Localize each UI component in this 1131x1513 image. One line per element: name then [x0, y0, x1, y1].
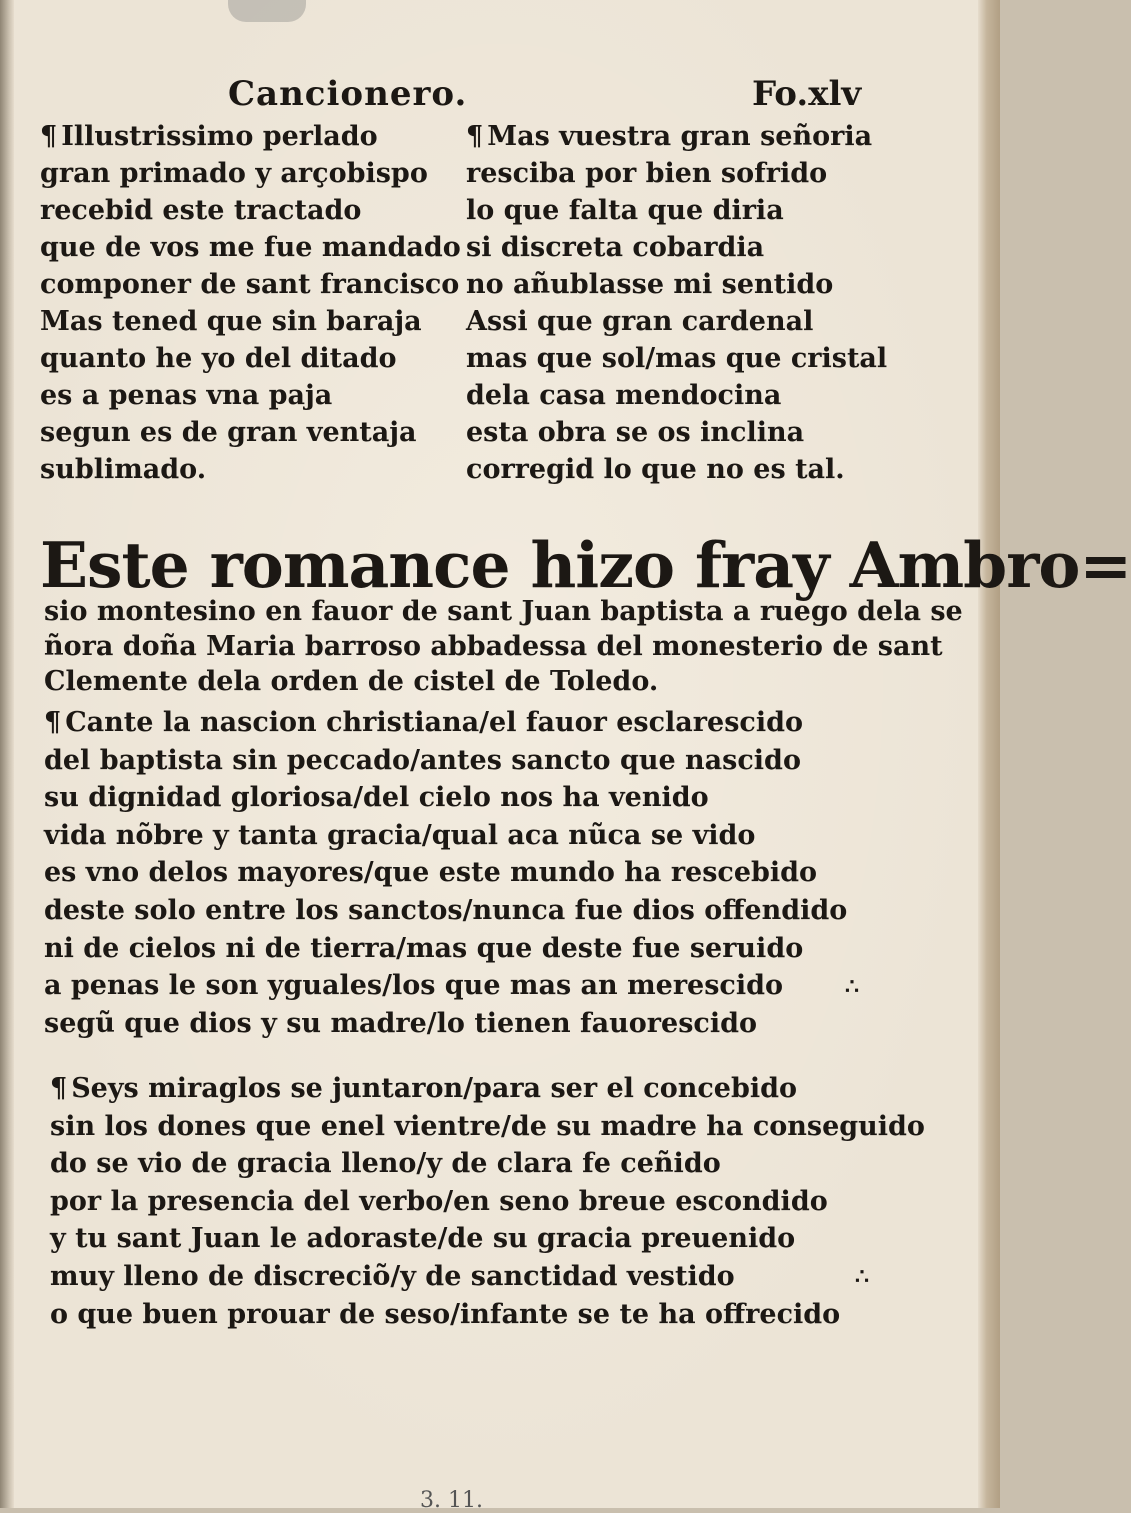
- stanza-two: [50, 1070, 925, 1333]
- pilcrow-icon: ¶: [50, 1073, 68, 1104]
- heading-line: Clemente dela orden de cistel de Toledo.: [44, 666, 659, 697]
- verse-line: Assi que gran cardenal: [466, 306, 814, 337]
- verse-line: muy lleno de discreciõ/y de sanctidad vestido: [50, 1260, 735, 1292]
- verse-line: su dignidad gloriosa/del cielo nos ha venido: [44, 782, 709, 814]
- verse-line: ¶ Illustrissimo perlado: [40, 121, 378, 152]
- verse-line: esta obra se os inclina: [466, 417, 805, 448]
- verse-line: del baptista sin peccado/antes sancto que nascido: [44, 744, 801, 776]
- binding-clip: [228, 0, 306, 22]
- verse-line: mas que sol/mas que cristal: [466, 343, 888, 374]
- verse-line: sin los dones que enel vientre/de su madre ha conseguido: [50, 1110, 925, 1142]
- verse-line: Mas tened que sin baraja: [40, 306, 422, 337]
- verse-line: ¶ Cante la nascion christiana/el fauor esclarescido: [44, 707, 803, 738]
- verse-line: gran primado y arçobispo: [40, 158, 428, 189]
- stanza-one: [44, 704, 847, 1042]
- verse-line: quanto he yo del ditado: [40, 343, 397, 374]
- verse-line: es a penas vna paja: [40, 380, 333, 411]
- verse-column-left: [40, 118, 461, 488]
- pilcrow-icon: ¶: [44, 707, 62, 738]
- romance-heading: Este romance hizo fray Ambro=: [40, 528, 1131, 602]
- ornament-icon: ∴: [855, 1264, 870, 1290]
- verse-line: por la presencia del verbo/en seno breue escondido: [50, 1185, 828, 1217]
- pilcrow-icon: ¶: [40, 121, 58, 152]
- running-head: Cancionero.: [228, 74, 468, 114]
- verse-line: dela casa mendocina: [466, 380, 782, 411]
- verse-line: que de vos me fue mandado: [40, 232, 461, 263]
- verse-line: lo que falta que diria: [466, 195, 784, 226]
- verse-line: no añublasse mi sentido: [466, 269, 834, 300]
- verse-line: o que buen prouar de seso/infante se te ha offrecido: [50, 1298, 841, 1330]
- heading-line: ñora doña Maria barroso abbadessa del monesterio de sant: [44, 631, 943, 662]
- verse-line: es vno delos mayores/que este mundo ha rescebido: [44, 857, 818, 889]
- verse-line: segũ que dios y su madre/lo tienen fauorescido: [44, 1007, 757, 1039]
- pilcrow-icon: ¶: [466, 121, 484, 152]
- verse-line: ¶ Seys miraglos se juntaron/para ser el concebido: [50, 1073, 797, 1104]
- verse-line: a penas le son yguales/los que mas an merescido: [44, 970, 784, 1002]
- page-right-edge: [978, 0, 1000, 1508]
- verse-line: sublimado.: [40, 454, 207, 485]
- verse-line: vida nõbre y tanta gracia/qual aca nũca se vido: [44, 819, 756, 851]
- page-gutter-shadow: [0, 0, 14, 1508]
- verse-line: resciba por bien sofrido: [466, 158, 828, 189]
- romance-heading-continuation: [44, 594, 963, 699]
- verse-line: si discreta cobardia: [466, 232, 765, 263]
- verse-line: componer de sant francisco: [40, 269, 460, 300]
- heading-line: sio montesino en fauor de sant Juan baptista a ruego dela se: [44, 596, 963, 627]
- verse-line: y tu sant Juan le adoraste/de su gracia preuenido: [50, 1223, 796, 1255]
- folio-number: Fo.xlv: [752, 74, 862, 114]
- verse-line: ¶ Mas vuestra gran señoria: [466, 121, 873, 152]
- ornament-icon: ∴: [845, 974, 860, 1000]
- verse-line: do se vio de gracia lleno/y de clara fe ceñido: [50, 1148, 721, 1180]
- verse-line: recebid este tractado: [40, 195, 362, 226]
- verse-line: ni de cielos ni de tierra/mas que deste fue seruido: [44, 932, 804, 964]
- verse-line: segun es de gran ventaja: [40, 417, 417, 448]
- verse-line: deste solo entre los sanctos/nunca fue dios offendido: [44, 894, 848, 926]
- verse-column-right: [466, 118, 887, 488]
- bottom-mark: 3. 11.: [420, 1488, 483, 1513]
- verse-line: corregid lo que no es tal.: [466, 454, 845, 485]
